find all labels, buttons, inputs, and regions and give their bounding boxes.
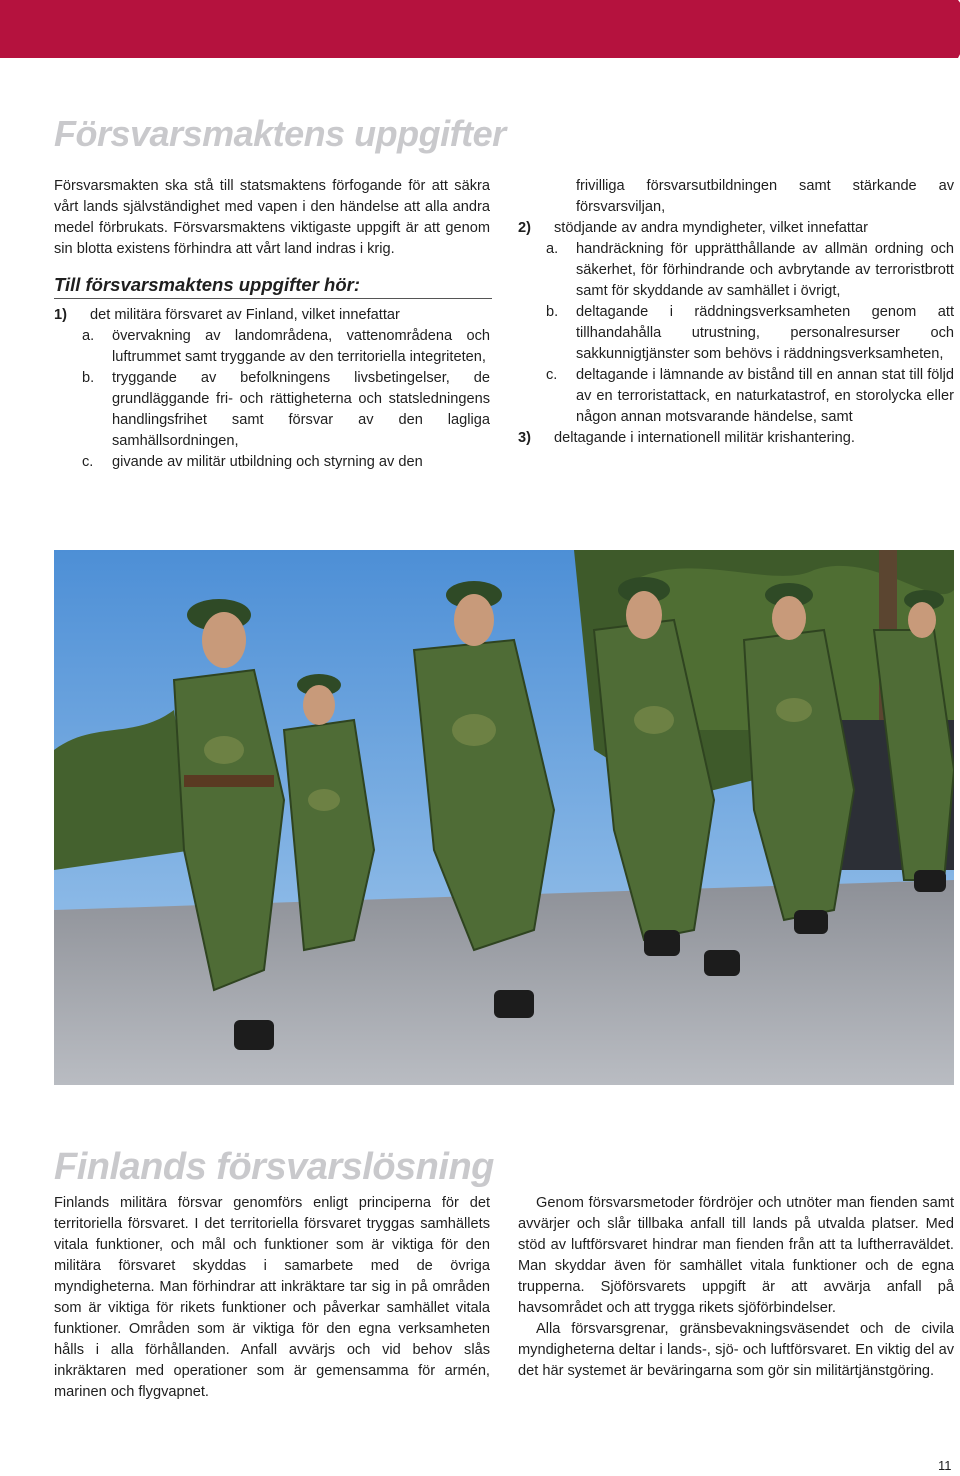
item-text: deltagande i räddningsverksamheten genom att tillhandahålla utrustning, personalresurser och sakkunnigtjänster som behövs i räddningsverksamheten,	[576, 304, 954, 362]
corner-decoration	[0, 0, 960, 64]
section-title-defence-solution: Finlands försvarslösning	[54, 1146, 494, 1188]
page-number: 11	[938, 1458, 952, 1473]
soldiers-marching-photo	[54, 550, 954, 1085]
defence-left-paragraph: Finlands militära försvar genomförs enligt principerna för det territoriella försvaret. I det territoriella försvaret tryggas samhällets vitala funktioner, och mål och funktioner som är viktiga för den militära försvaret skyddas i samarbete med de övriga myndigheterna. Man förhindrar att inkräktare tar sig in på områden som är viktiga för rikets funktioner och påverkar samhället vitala funktioner. Områden som är viktiga för den egna verksamheten hålls i alla förhållanden. Anfall avvärjs och vid behov slås inkräktaren med operationer som är gemensamma för armén, marinen och flygvapnet.	[54, 1195, 490, 1400]
task-1-item-a	[82, 326, 490, 368]
task-2-item-b	[546, 302, 954, 365]
task-text: det militära försvaret av Finland, vilket innefattar	[90, 307, 400, 323]
task-2	[518, 218, 954, 239]
item-text: handräckning för upprätthållande av allmän ordning och säkerhet, för förhindrande och avbrytande av terroristbrott samt för skyddande av samhället i övrigt,	[576, 241, 954, 299]
item-letter: a.	[546, 241, 559, 257]
section-title-tasks: Försvarsmaktens uppgifter	[54, 113, 506, 154]
task-text: stödjande av andra myndigheter, vilket innefattar	[554, 220, 868, 236]
task-3	[518, 428, 954, 449]
task-1-item-b	[82, 368, 490, 452]
item-letter: b.	[546, 304, 559, 320]
item-letter: b.	[82, 370, 95, 386]
task-number: 3)	[518, 430, 531, 446]
tasks-subheading: Till försvarsmaktens uppgifter hör:	[54, 274, 492, 299]
task-2-item-c	[546, 365, 954, 428]
left-column	[54, 176, 490, 473]
intro-paragraph: Försvarsmakten ska stå till statsmaktens förfogande för att säkra vårt lands självständighet med vapen i den händelse att alla andra medel förbrukats. Försvarsmaktens viktigaste uppgift är att genom sin blotta existens förhindra att vårt land indras i krig.	[54, 178, 490, 257]
task-number: 2)	[518, 220, 531, 236]
item-letter: c.	[546, 367, 558, 383]
item-text: övervakning av landområdena, vattenområdena och luftrummet samt tryggande av den territoriella integriteten,	[112, 328, 490, 365]
item-letter: a.	[82, 328, 95, 344]
right-column-2	[518, 1193, 954, 1382]
left-column-2	[54, 1193, 490, 1403]
item-text: givande av militär utbildning och styrning av den	[112, 454, 423, 470]
item-letter: c.	[82, 454, 94, 470]
item-text: tryggande av befolkningens livsbetingelser, de grundläggande fri- och rättigheterna och statsledningens handlingsfrihet samt försvar av den lagliga samhällsordningen,	[112, 370, 490, 449]
task-2-item-a	[546, 239, 954, 302]
task-number: 1)	[54, 307, 67, 323]
defence-right-paragraph-2: Alla försvarsgrenar, gränsbevakningsväsendet och de civila myndigheterna deltar i lands-, sjö- och luftförsvaret. En viktig del av det här systemet är beväringarna som gör sin militärtjänstgöring.	[518, 1321, 954, 1379]
item-text: deltagande i lämnande av bistånd till en annan stat till följd av en terroristattack, en naturkatastrof, en storolycka eller någon annan motsvarande händelse, samt	[576, 367, 954, 425]
task-1-item-c-continuation: frivilliga försvarsutbildningen samt stärkande av försvarsviljan,	[576, 178, 954, 215]
defence-right-paragraph-1: Genom försvarsmetoder fördröjer och utnöter man fienden samt avvärjer och slår tillbaka anfall till lands på utvalda platser. Med stöd av luftförsvaret hindrar man fienden från att ta luftherraväldet. Man skyddar även för samhället vitala funktioner och de egna trupperna. Sjöförsvarets uppgift är att avvärja anfall på havsområdet och att trygga rikets sjöförbindelser.	[518, 1195, 954, 1316]
task-1	[54, 305, 490, 326]
right-column	[518, 176, 954, 449]
task-text: deltagande i internationell militär krishantering.	[554, 430, 855, 446]
task-1-item-c	[82, 452, 490, 473]
